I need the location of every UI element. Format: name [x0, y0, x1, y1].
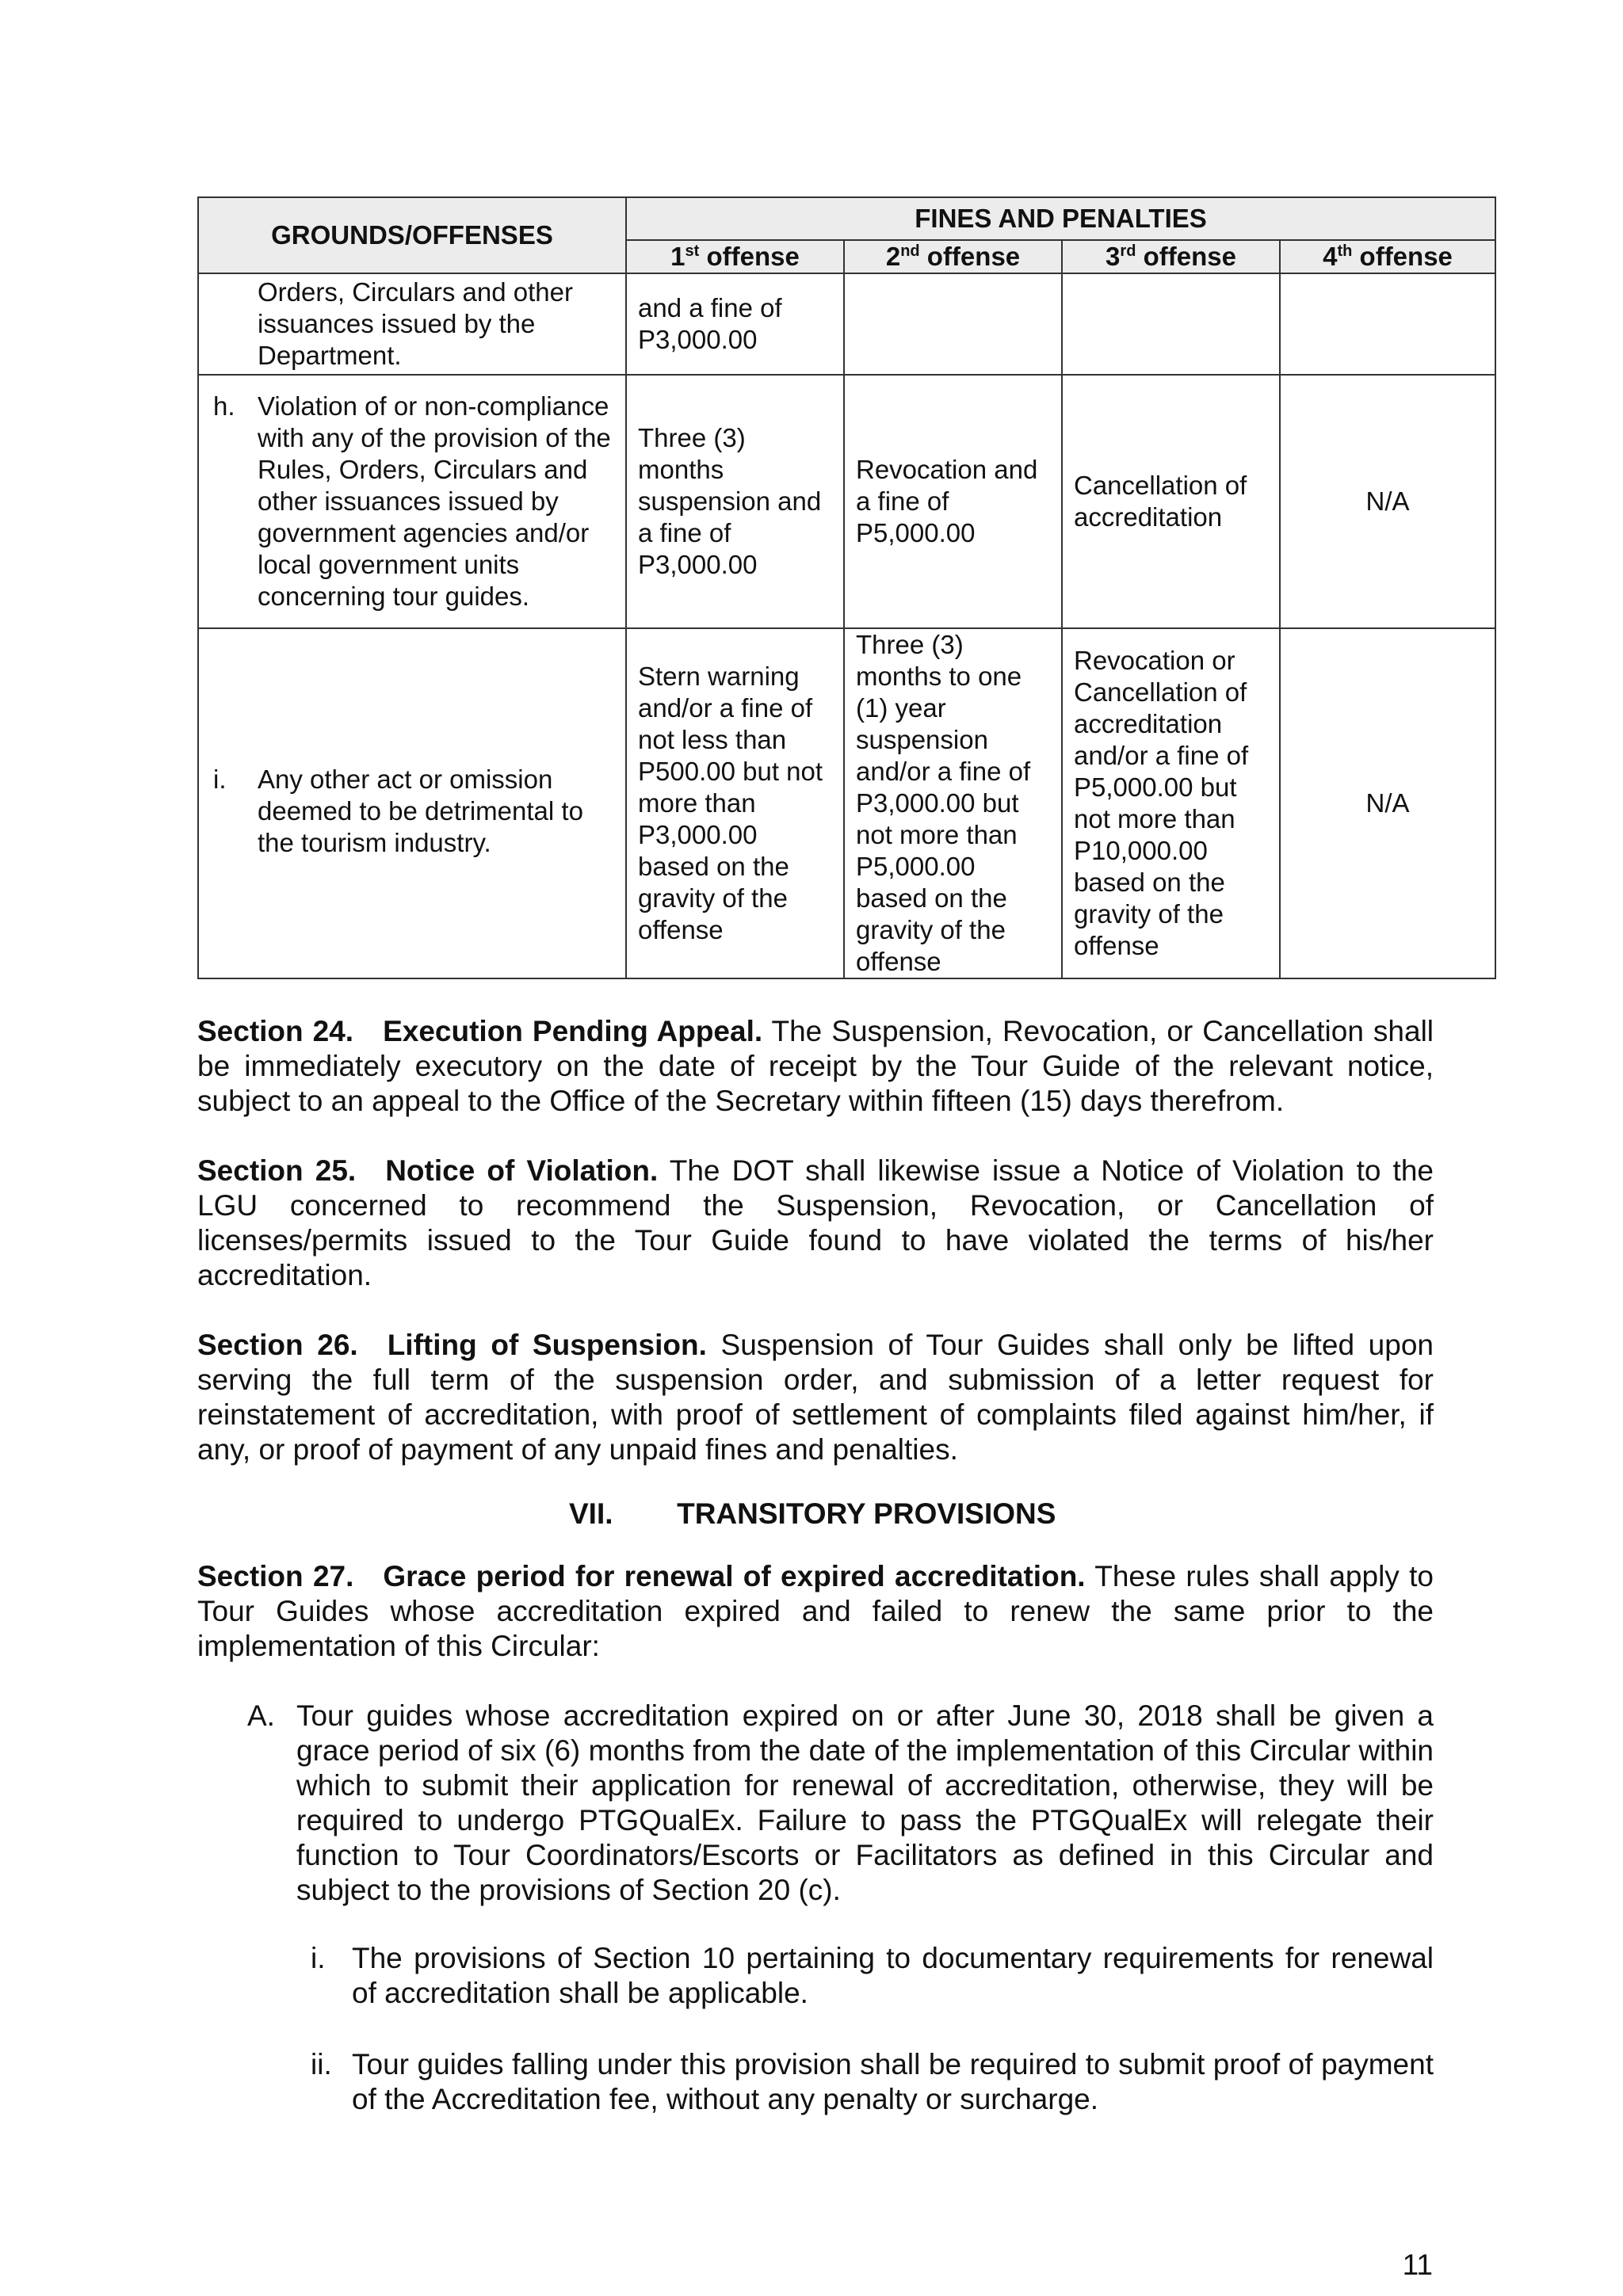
section-25-title: Section 25. Notice of Violation. — [197, 1154, 659, 1187]
second-offense-cell: Three (3) months to one (1) year suspension and/or a fine of P3,000.00 but not more than P5,000.00 based on the gravity of the offense — [844, 628, 1062, 978]
second-offense-cell: Revocation and a fine of P5,000.00 — [844, 375, 1062, 628]
ground-cell: i. Any other act or omission deemed to be detrimental to the tourism industry. — [198, 628, 626, 978]
section-26-body: Suspension of Tour Guides shall only be lifted upon serving the full term of the suspension order, and submission of a letter request for reinstatement of accreditation, with proof of settlement of complaints filed against him/her, if any, or proof of payment of any unpaid fines and penalties. — [197, 1329, 1434, 1466]
ground-cell: Orders, Circulars and other issuances issued by the Department. — [198, 273, 626, 375]
table-row — [198, 273, 1495, 375]
fourth-offense-cell: N/A — [1280, 628, 1495, 978]
section-27-title: Section 27. Grace period for renewal of expired accreditation. — [197, 1560, 1086, 1592]
section-24-body: The Suspension, Revocation, or Cancellation shall be immediately executory on the date of receipt by the Tour Guide of the relevant notice, subject to an appeal to the Office of the Secretary within fifteen (15) days therefrom. — [197, 1015, 1434, 1117]
item-ii-label: ii. — [311, 2048, 332, 2081]
item-a-label: A. — [247, 1699, 275, 1732]
fourth-offense-cell: N/A — [1280, 375, 1495, 628]
table-row — [198, 375, 1495, 628]
section-25 — [197, 1154, 1434, 1293]
header-fines-penalties: FINES AND PENALTIES — [626, 197, 1495, 240]
section-26 — [197, 1328, 1434, 1467]
heading-title: TRANSITORY PROVISIONS — [677, 1497, 1056, 1530]
second-offense-cell — [844, 273, 1062, 375]
item-i-label: i. — [311, 1942, 326, 1974]
first-offense-cell: Three (3) months suspension and a fine of P3,000.00 — [626, 375, 844, 628]
third-offense-cell — [1062, 273, 1280, 375]
page-number: 11 — [1402, 2248, 1433, 2281]
section-25-body: The DOT shall likewise issue a Notice of Violation to the LGU concerned to recommend the Suspension, Revocation, or Cancellation of licenses/permits issued to the Tour Guide found to have violated the terms of his/her accreditation. — [197, 1154, 1434, 1291]
list-item-i — [311, 1941, 1434, 2011]
ground-cell: h. Violation of or non-compliance with any of the provision of the Rules, Orders, Circulars and other issuances issued by government agencies and/or local government units concerning tour guides. — [198, 375, 626, 628]
header-4th-offense: 4th offense — [1280, 240, 1495, 273]
fourth-offense-cell — [1280, 273, 1495, 375]
third-offense-cell: Revocation or Cancellation of accreditation and/or a fine of P5,000.00 but not more than P10,000.00 based on the gravity of the offense — [1062, 628, 1280, 978]
header-1st-offense: 1st offense — [626, 240, 844, 273]
fines-penalties-table — [197, 196, 1496, 979]
section-27 — [197, 1559, 1434, 1664]
header-2nd-offense: 2nd offense — [844, 240, 1062, 273]
item-ii-text: Tour guides falling under this provision shall be required to submit proof of payment of the Accreditation fee, without any penalty or surcharge. — [352, 2048, 1434, 2115]
section-24-title: Section 24. Execution Pending Appeal. — [197, 1015, 763, 1047]
item-i-text: The provisions of Section 10 pertaining to documentary requirements for renewal of accreditation shall be applicable. — [352, 1942, 1434, 2009]
first-offense-cell: and a fine of P3,000.00 — [626, 273, 844, 375]
list-item-ii — [311, 2047, 1434, 2117]
list-item-a — [247, 1699, 1434, 1908]
section-heading — [569, 1497, 1056, 1531]
table-row — [198, 628, 1495, 978]
first-offense-cell: Stern warning and/or a fine of not less than P500.00 but not more than P3,000.00 based on the gravity of the offense — [626, 628, 844, 978]
item-a-text: Tour guides whose accreditation expired on or after June 30, 2018 shall be given a grace period of six (6) months from the date of the implementation of this Circular within which to submit their application for renewal of accreditation, otherwise, they will be required to undergo PTGQualEx. Failure to pass the PTGQualEx will relegate their function to Tour Coordinators/Escorts or Facilitators as defined in this Circular and subject to the provisions of Section 20 (c). — [296, 1699, 1434, 1906]
section-24 — [197, 1014, 1434, 1119]
header-grounds-offenses: GROUNDS/OFFENSES — [198, 197, 626, 273]
header-3rd-offense: 3rd offense — [1062, 240, 1280, 273]
heading-number: VII. — [569, 1497, 613, 1530]
section-26-title: Section 26. Lifting of Suspension. — [197, 1329, 707, 1361]
third-offense-cell: Cancellation of accreditation — [1062, 375, 1280, 628]
section-27-body: These rules shall apply to Tour Guides whose accreditation expired and failed to renew the same prior to the implementation of this Circular: — [197, 1560, 1434, 1662]
